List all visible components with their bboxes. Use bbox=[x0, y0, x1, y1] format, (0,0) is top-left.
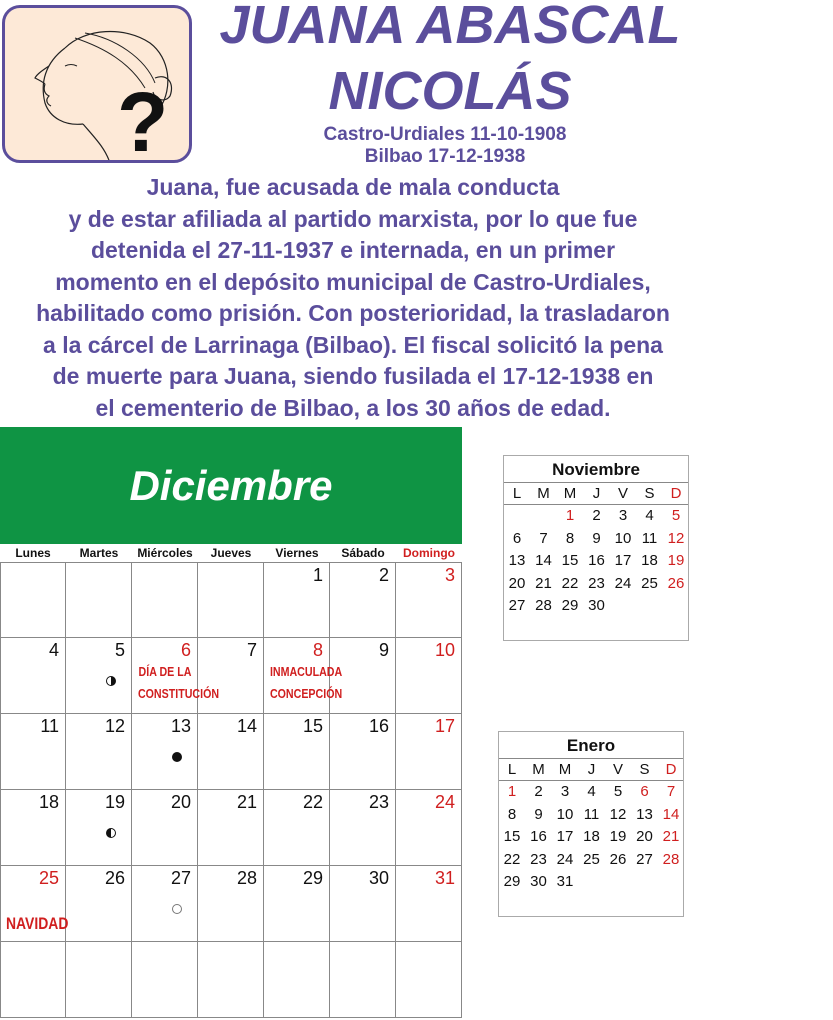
mini-day: 2 bbox=[592, 507, 601, 524]
mini-weekday-header: S bbox=[639, 761, 650, 778]
day-number: 28 bbox=[236, 868, 257, 888]
divider bbox=[504, 504, 688, 505]
day-cell bbox=[132, 562, 198, 638]
day-number: 2 bbox=[378, 565, 389, 585]
mini-day: 9 bbox=[592, 529, 601, 547]
day-number: 9 bbox=[378, 640, 389, 660]
mini-day: 6 bbox=[512, 529, 522, 547]
day-cell bbox=[66, 714, 132, 790]
mini-weekday-header: D bbox=[670, 485, 682, 502]
birth-date: Castro-Urdiales 11-10-1908 bbox=[323, 124, 567, 145]
mini-day: 3 bbox=[618, 507, 628, 524]
day-cell bbox=[330, 942, 396, 1018]
mini-day: 12 bbox=[609, 805, 627, 823]
day-number: 31 bbox=[434, 868, 455, 888]
day-number: 3 bbox=[444, 565, 455, 585]
mini-day: 14 bbox=[535, 552, 552, 569]
day-cell bbox=[396, 942, 462, 1018]
day-cell bbox=[0, 562, 66, 638]
day-cell bbox=[264, 714, 330, 790]
day-number: 6 bbox=[180, 640, 191, 660]
day-cell bbox=[330, 562, 396, 638]
mini-day: 22 bbox=[503, 850, 521, 868]
mini-day: 23 bbox=[588, 574, 605, 592]
november-mini-calendar bbox=[503, 455, 689, 641]
bio-line: y de estar afiliada al partido marxista, por lo que fue bbox=[68, 205, 638, 232]
day-cell bbox=[198, 866, 264, 942]
day-cell bbox=[330, 790, 396, 866]
mini-day: 16 bbox=[530, 828, 547, 845]
divider bbox=[499, 780, 683, 781]
day-cell bbox=[264, 942, 330, 1018]
mini-month-title: Enero bbox=[566, 736, 616, 755]
mini-day: 10 bbox=[614, 529, 632, 547]
day-cell bbox=[396, 790, 462, 866]
mini-day: 26 bbox=[609, 850, 627, 868]
day-cell bbox=[198, 942, 264, 1018]
day-number: 26 bbox=[104, 868, 125, 888]
mini-day: 29 bbox=[503, 873, 521, 890]
full-moon-icon bbox=[172, 904, 182, 914]
weekday-header: Viernes bbox=[275, 546, 319, 560]
day-number: 20 bbox=[170, 792, 191, 812]
mini-day: 16 bbox=[588, 552, 605, 569]
day-cell bbox=[132, 714, 198, 790]
mini-day: 17 bbox=[556, 828, 574, 845]
day-cell bbox=[132, 866, 198, 942]
day-cell bbox=[396, 638, 462, 714]
day-cell bbox=[0, 790, 66, 866]
mini-month-title: Noviembre bbox=[552, 460, 640, 479]
weekday-header: Martes bbox=[79, 546, 119, 560]
day-number: 19 bbox=[104, 792, 125, 812]
mini-day: 11 bbox=[641, 529, 658, 547]
day-number: 7 bbox=[246, 640, 257, 660]
mini-day: 28 bbox=[662, 850, 680, 868]
day-cell bbox=[264, 562, 330, 638]
new-moon-icon bbox=[172, 752, 182, 762]
mini-weekday-header: L bbox=[512, 485, 522, 502]
holiday-label: CONSTITUCIÓN bbox=[137, 686, 220, 701]
day-number: 22 bbox=[302, 792, 323, 812]
day-cell bbox=[330, 714, 396, 790]
mini-day: 19 bbox=[667, 552, 685, 569]
day-number: 18 bbox=[38, 792, 59, 812]
mini-day: 21 bbox=[535, 574, 552, 592]
bio-line: el cementerio de Bilbao, a los 30 años de edad. bbox=[95, 394, 611, 421]
day-cell bbox=[132, 790, 198, 866]
question-mark: ? bbox=[117, 75, 169, 163]
mini-day: 7 bbox=[539, 529, 548, 547]
day-cell bbox=[0, 714, 66, 790]
mini-day: 3 bbox=[560, 783, 570, 800]
day-cell bbox=[66, 790, 132, 866]
day-cell bbox=[396, 866, 462, 942]
portrait-frame bbox=[2, 5, 192, 163]
month-banner bbox=[0, 427, 462, 544]
day-number: 1 bbox=[312, 565, 323, 585]
mini-day: 7 bbox=[666, 783, 676, 800]
day-number: 12 bbox=[104, 716, 125, 736]
first-quarter-icon bbox=[106, 676, 116, 686]
day-number: 16 bbox=[368, 716, 389, 736]
divider bbox=[499, 758, 683, 759]
weekday-header: Jueves bbox=[210, 546, 252, 560]
mini-day: 13 bbox=[636, 805, 653, 823]
mini-day: 9 bbox=[534, 805, 543, 823]
mini-day: 20 bbox=[636, 828, 653, 845]
divider bbox=[504, 482, 688, 483]
day-cell bbox=[264, 866, 330, 942]
mini-day: 20 bbox=[508, 574, 526, 592]
day-number: 15 bbox=[302, 716, 323, 736]
day-number: 5 bbox=[114, 640, 125, 660]
day-number: 27 bbox=[170, 868, 191, 888]
mini-day: 24 bbox=[614, 574, 632, 592]
day-number: 23 bbox=[368, 792, 389, 812]
mini-day: 11 bbox=[583, 805, 600, 823]
mini-day: 15 bbox=[503, 828, 521, 845]
holiday-label: NAVIDAD bbox=[5, 914, 69, 933]
day-number: 30 bbox=[368, 868, 389, 888]
day-number: 10 bbox=[434, 640, 455, 660]
mini-weekday-header: M bbox=[532, 761, 545, 778]
mini-day: 30 bbox=[530, 873, 547, 890]
bio-line: momento en el depósito municipal de Castro-Urdiales, bbox=[55, 268, 651, 295]
mini-weekday-header: J bbox=[587, 761, 596, 778]
mini-day: 18 bbox=[641, 552, 658, 569]
mini-day: 2 bbox=[534, 783, 543, 800]
day-cell bbox=[330, 866, 396, 942]
mini-day: 8 bbox=[565, 529, 575, 547]
mini-day: 1 bbox=[565, 507, 575, 524]
mini-day: 29 bbox=[561, 597, 579, 614]
mini-day: 4 bbox=[587, 783, 596, 800]
day-cell bbox=[198, 790, 264, 866]
mini-day: 22 bbox=[561, 574, 579, 592]
mini-day: 19 bbox=[609, 828, 627, 845]
mini-day: 6 bbox=[640, 783, 649, 800]
mini-weekday-header: L bbox=[507, 761, 517, 778]
day-number: 11 bbox=[40, 716, 59, 736]
day-number: 14 bbox=[236, 716, 257, 736]
mini-day: 17 bbox=[614, 552, 632, 569]
holiday-label: CONCEPCIÓN bbox=[269, 686, 343, 701]
mini-day: 1 bbox=[507, 783, 517, 800]
mini-day: 28 bbox=[535, 597, 552, 614]
weekday-header: Sábado bbox=[341, 546, 385, 560]
mini-weekday-header: D bbox=[665, 761, 677, 778]
last-quarter-icon bbox=[106, 828, 116, 838]
day-number: 13 bbox=[170, 716, 191, 736]
weekday-header: Domingo bbox=[403, 546, 455, 560]
mini-day: 12 bbox=[667, 529, 685, 547]
day-cell bbox=[396, 562, 462, 638]
mini-weekday-header: V bbox=[612, 761, 623, 778]
mini-day: 15 bbox=[561, 552, 579, 569]
name-line-2: NICOLÁS bbox=[328, 61, 572, 121]
day-cell bbox=[198, 562, 264, 638]
day-cell bbox=[0, 638, 66, 714]
mini-day: 13 bbox=[508, 552, 526, 569]
day-cell bbox=[66, 638, 132, 714]
day-cell bbox=[132, 942, 198, 1018]
mini-day: 25 bbox=[583, 850, 600, 868]
mini-weekday-header: S bbox=[644, 485, 655, 502]
day-number: 24 bbox=[434, 792, 455, 812]
mini-day: 5 bbox=[613, 783, 623, 800]
bio-line: detenida el 27-11-1937 e internada, en un primer bbox=[90, 237, 616, 263]
month-title: Diciembre bbox=[129, 462, 333, 509]
death-date: Bilbao 17-12-1938 bbox=[364, 146, 526, 167]
weekday-header: Lunes bbox=[15, 546, 51, 560]
holiday-label: DÍA DE LA bbox=[138, 664, 192, 679]
mini-day: 25 bbox=[641, 574, 658, 592]
mini-weekday-header: J bbox=[592, 485, 601, 502]
mini-day: 30 bbox=[588, 597, 605, 614]
mini-day: 31 bbox=[556, 873, 574, 890]
mini-day: 4 bbox=[645, 507, 654, 524]
mini-day: 24 bbox=[556, 850, 574, 868]
mini-day: 27 bbox=[508, 597, 526, 614]
mini-day: 8 bbox=[507, 805, 517, 823]
mini-day: 27 bbox=[636, 850, 653, 868]
day-cell bbox=[198, 714, 264, 790]
mini-day: 14 bbox=[662, 805, 680, 823]
day-number: 8 bbox=[312, 640, 323, 660]
weekday-header: Miércoles bbox=[137, 546, 193, 560]
mini-day: 5 bbox=[671, 507, 681, 524]
mini-weekday-header: M bbox=[563, 485, 577, 502]
mini-day: 23 bbox=[530, 850, 547, 868]
bio-line: habilitado como prisión. Con posterioridad, la trasladaron bbox=[36, 300, 670, 326]
bio-line: a la cárcel de Larrinaga (Bilbao). El fiscal solicitó la pena bbox=[43, 331, 663, 358]
mini-day: 10 bbox=[556, 805, 574, 823]
mini-weekday-header: M bbox=[537, 485, 550, 502]
day-number: 25 bbox=[38, 868, 59, 888]
biography-text bbox=[0, 172, 706, 424]
name-line-1: JUANA ABASCAL bbox=[219, 0, 681, 55]
day-number: 17 bbox=[434, 716, 455, 736]
day-number: 4 bbox=[48, 640, 59, 660]
mini-day: 18 bbox=[583, 828, 600, 845]
day-number: 29 bbox=[302, 868, 323, 888]
mini-day: 26 bbox=[667, 574, 685, 592]
day-cell bbox=[66, 866, 132, 942]
january-mini-calendar bbox=[498, 731, 684, 917]
day-cell bbox=[396, 714, 462, 790]
mini-weekday-header: M bbox=[558, 761, 572, 778]
day-cell bbox=[66, 942, 132, 1018]
bio-line: Juana, fue acusada de mala conducta bbox=[146, 174, 560, 200]
december-calendar bbox=[0, 427, 462, 1020]
day-number: 21 bbox=[236, 792, 257, 812]
day-cell bbox=[198, 638, 264, 714]
day-cell bbox=[264, 790, 330, 866]
holiday-label: INMACULADA bbox=[269, 664, 343, 679]
day-cell bbox=[66, 562, 132, 638]
mini-weekday-header: V bbox=[617, 485, 628, 502]
day-cell bbox=[0, 942, 66, 1018]
bio-line: de muerte para Juana, siendo fusilada el 17-12-1938 en bbox=[52, 363, 654, 389]
mini-day: 21 bbox=[662, 828, 680, 845]
